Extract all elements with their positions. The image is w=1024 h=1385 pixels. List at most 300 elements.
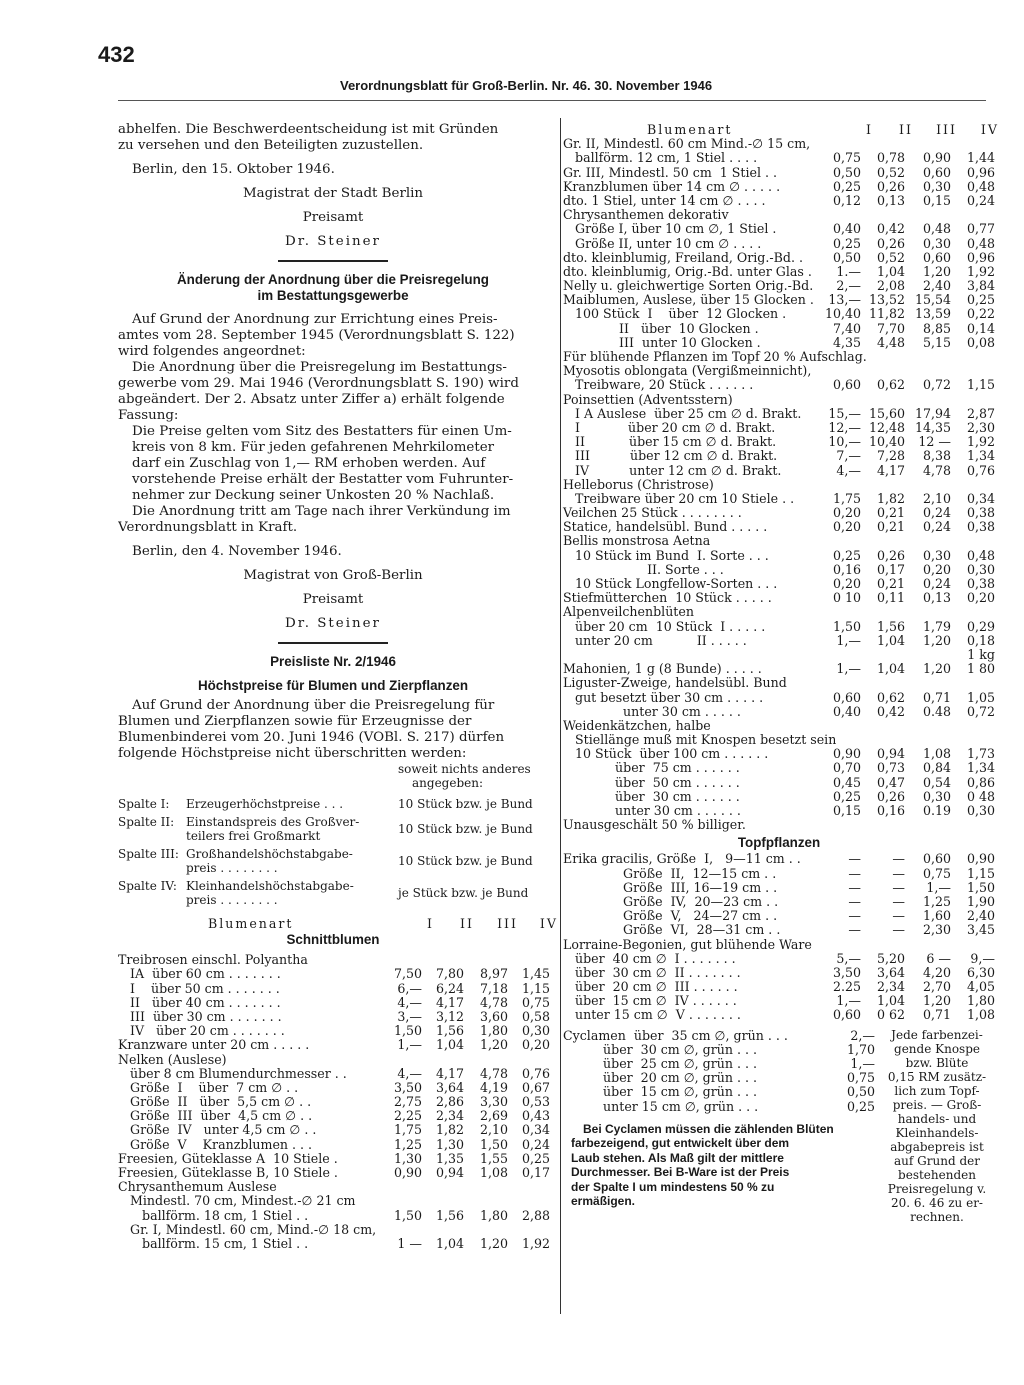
price-cell: 3,50	[393, 1079, 422, 1095]
row-description: Größe IV, 20—23 cm . .	[563, 893, 779, 909]
column-legend-item	[118, 814, 548, 846]
row-description: über 20 cm 10 Stück I . . . . .	[563, 618, 766, 634]
price-cell: 1,90	[966, 893, 995, 909]
price-cell: 4,78	[479, 1065, 508, 1081]
price-cell: 6,24	[435, 980, 464, 996]
row-description: Größe I über 7 cm ∅ . .	[118, 1079, 299, 1095]
price-cell: 0,20	[832, 576, 861, 591]
price-table	[118, 952, 548, 1250]
table-row	[118, 1023, 548, 1037]
price-cell: 0,48	[966, 178, 995, 194]
price-cell: 0 10	[832, 590, 861, 606]
price-cell: 1,50	[393, 1207, 422, 1223]
price-cell: 1,20	[479, 1235, 508, 1251]
price-cell: 0,30	[922, 547, 951, 563]
text-line: amtes vom 28. September 1945 (Verordnungsblatt S. 122)	[118, 328, 515, 343]
table-row	[563, 519, 995, 533]
price-cell: 15,54	[914, 292, 951, 308]
price-cell: 3,—	[397, 1008, 422, 1024]
price-cell: 0,20	[922, 561, 951, 577]
row-description: über 50 cm . . . . . .	[563, 774, 740, 790]
price-cell: 4,48	[876, 334, 905, 350]
price-cell: 1,82	[435, 1122, 464, 1138]
table-row	[563, 420, 995, 434]
price-cell: 0,90	[922, 150, 951, 166]
left-column	[118, 122, 558, 1251]
row-description: Nelly u. gleichwertige Sorten Orig.-Bd.	[563, 278, 814, 294]
price-cell: 1,50	[393, 1023, 422, 1039]
row-description: III über 12 cm ∅ d. Brakt.	[563, 448, 778, 464]
price-cell: 9,—	[970, 950, 995, 966]
row-description: Stiellänge muß mit Knospen besetzt sein	[563, 732, 837, 748]
price-cell: 1,80	[479, 1023, 508, 1039]
price-cell: 2,—	[836, 278, 861, 294]
note-line: Kleinhandels-	[895, 1125, 979, 1140]
price-cell: 1,55	[479, 1150, 508, 1166]
row-description: unter 15 cm ∅, grün . . .	[563, 1098, 759, 1114]
table-row	[563, 775, 995, 789]
date-line: Berlin, den 15. Oktober 1946.	[132, 162, 335, 177]
table-row	[563, 951, 995, 965]
price-cell: 0 62	[876, 1007, 905, 1023]
row-description: Für blühende Pflanzen im Topf 20 % Aufschlag.	[563, 349, 867, 364]
price-cell: 10,40	[868, 434, 905, 450]
price-cell: 0,62	[876, 377, 905, 393]
table-row	[563, 760, 995, 774]
price-cell: 11,82	[868, 306, 905, 322]
column-legend-item	[118, 846, 548, 878]
price-cell: 2,40	[966, 908, 995, 924]
row-description: I A Auslese über 25 cm ∅ d. Brakt.	[563, 405, 802, 421]
note-line: gende Knospe	[894, 1041, 980, 1056]
column-legend-text: teilers frei Großmarkt	[186, 829, 321, 843]
table-row	[563, 463, 995, 477]
price-cell: 0,25	[966, 292, 995, 308]
price-cell: 0,34	[521, 1122, 550, 1138]
price-cell: 15,—	[828, 405, 861, 421]
price-list-intro	[118, 698, 548, 762]
price-cell: 0,71	[922, 689, 951, 705]
price-cell: 0,42	[876, 221, 905, 237]
table-row	[563, 136, 995, 150]
price-cell: —	[892, 879, 905, 895]
table-row	[118, 1080, 548, 1094]
price-cell: 0,15	[832, 803, 861, 818]
price-cell: 0,24	[521, 1136, 550, 1152]
price-cell: 0,08	[966, 334, 995, 350]
row-description: Kranzblumen über 14 cm ∅ . . . . .	[563, 178, 781, 194]
price-cell: 4,—	[397, 1065, 422, 1081]
price-cell: 2,87	[966, 405, 995, 421]
table-header-cell: I	[427, 916, 434, 931]
signature-name: Dr. Steiner	[285, 234, 381, 249]
table-row	[563, 392, 995, 406]
table-row	[563, 179, 995, 193]
price-cell: —	[848, 879, 861, 895]
table-header	[563, 122, 999, 137]
price-cell: 0,96	[966, 164, 995, 180]
row-description: dto. kleinblumig, Freiland, Orig.-Bd. .	[563, 249, 803, 265]
note-line: 20. 6. 46 zu er-	[890, 1195, 983, 1210]
price-cell: 0,21	[876, 576, 905, 591]
price-cell: 1.—	[836, 263, 861, 279]
body-text	[118, 312, 548, 536]
text-line: soweit nichts anderes	[398, 762, 531, 776]
price-cell: 0,11	[876, 590, 905, 606]
potted-plants-table	[563, 851, 995, 1021]
table-header-cell: II	[899, 122, 913, 137]
price-cell: 0,52	[876, 249, 905, 265]
table-row	[563, 377, 995, 391]
column-legend-label: Spalte IV:	[118, 879, 177, 893]
column-legend-text: Großhandelshöchstabgabe-	[186, 847, 353, 861]
price-cell: 1,04	[435, 1235, 464, 1251]
row-description: 10 Stück über 100 cm . . . . . .	[563, 746, 769, 762]
table-row	[563, 803, 995, 817]
row-description: Erika gracilis, Größe I, 9—11 cm . .	[563, 851, 801, 867]
note-line: farbezeigend, gut entwickelt über dem	[571, 1136, 790, 1151]
table-row	[563, 704, 995, 718]
price-cell: 0,20	[832, 519, 861, 535]
price-cell: 0,30	[922, 788, 951, 804]
price-cell: 1,—	[836, 632, 861, 648]
price-cell: 0,58	[521, 1008, 550, 1024]
text-line: Die Anordnung tritt am Tage nach ihrer Verkündung im	[132, 504, 511, 519]
price-cell: 4,20	[922, 964, 951, 980]
section-title: im Bestattungsgewerbe	[257, 288, 409, 303]
row-description: über 8 cm Blumendurchmesser . .	[118, 1065, 347, 1081]
table-row	[118, 995, 548, 1009]
price-cell: 0,26	[876, 788, 905, 804]
price-cell: 0,72	[922, 377, 951, 393]
row-description: Weidenkätzchen, halbe	[563, 717, 711, 733]
price-cell: 2,10	[922, 490, 951, 506]
price-cell: 4,05	[966, 979, 995, 995]
row-description: unter 30 cm . . . . . .	[563, 803, 741, 818]
price-cell: 7,18	[479, 980, 508, 996]
note-line: ermäßigen.	[571, 1194, 636, 1209]
price-cell: 2,30	[966, 419, 995, 435]
header-rule	[118, 100, 986, 101]
price-cell: 1,20	[922, 661, 951, 677]
row-description: 100 Stück I über 12 Glocken .	[563, 306, 787, 322]
price-cell: 0,45	[832, 774, 861, 790]
price-cell: 1,80	[479, 1207, 508, 1223]
price-cell: 1,34	[966, 760, 995, 776]
table-row	[118, 966, 548, 980]
price-cell: 3,64	[876, 964, 905, 980]
price-table	[563, 136, 995, 831]
table-row	[563, 937, 995, 951]
price-cell: 0,48	[966, 547, 995, 563]
price-cell: 0,60	[922, 164, 951, 180]
price-cell: 7,70	[876, 320, 905, 336]
note-line: preis. — Groß-	[892, 1097, 982, 1112]
table-row	[563, 1028, 883, 1042]
note-line: Jede farbenzei-	[891, 1027, 983, 1042]
section-rule	[278, 260, 388, 262]
table-row	[563, 264, 995, 278]
price-cell: 0,38	[966, 576, 995, 591]
price-cell: 0,43	[521, 1108, 550, 1124]
price-cell: 12,—	[828, 419, 861, 435]
price-cell: 0,25	[521, 1150, 550, 1166]
price-cell: 0,72	[966, 703, 995, 719]
table-header-cell: II	[460, 916, 474, 931]
price-cell: 0,60	[832, 377, 861, 393]
price-cell: 3,84	[966, 278, 995, 294]
row-description: Größe II, unter 10 cm ∅ . . . .	[563, 235, 762, 251]
row-description: IV unter 12 cm ∅ d. Brakt.	[563, 462, 782, 478]
row-description: Chrysanthemen dekorativ	[563, 207, 729, 223]
table-row	[563, 548, 995, 562]
table-row	[563, 434, 995, 448]
price-cell: 0,29	[966, 618, 995, 634]
row-description: Größe III, 16—19 cm . .	[563, 879, 778, 895]
price-cell: 0,96	[966, 249, 995, 265]
price-cell: 0,25	[832, 178, 861, 194]
row-description: über 30 cm ∅ II . . . . . . .	[563, 964, 741, 980]
price-cell: 7,28	[876, 448, 905, 464]
text-line: abgeändert. Der 2. Absatz unter Ziffer a) erhält folgende	[118, 392, 505, 407]
text-line: zu versehen und den Beteiligten zuzustellen.	[118, 138, 424, 153]
note-line: Laub stehen. Als Maß gilt der mittlere	[571, 1150, 784, 1165]
price-cell: 0,18	[966, 632, 995, 648]
price-cell: 0,71	[922, 1007, 951, 1023]
table-row	[563, 448, 995, 462]
column-legend-item	[118, 878, 548, 910]
row-description: Statice, handelsübl. Bund . . . . .	[563, 519, 768, 535]
price-cell: 13,59	[914, 306, 951, 322]
price-cell: 0,73	[876, 760, 905, 776]
price-cell: 13,52	[868, 292, 905, 308]
row-description: Mahonien, 1 g (8 Bunde) . . . . .	[563, 661, 762, 677]
price-cell: 0,90	[832, 746, 861, 762]
price-cell: 8,97	[479, 966, 508, 982]
price-cell: 0,30	[966, 561, 995, 577]
price-cell: 0,16	[832, 561, 861, 577]
price-cell: 1,04	[435, 1037, 464, 1053]
text-line: Verordnungsblatt in Kraft.	[118, 520, 298, 535]
price-cell: 0,42	[876, 703, 905, 719]
price-cell: 0,60	[832, 1007, 861, 1023]
price-cell: 1,30	[393, 1150, 422, 1166]
price-cell: 4,78	[479, 994, 508, 1010]
price-cell: 4,78	[922, 462, 951, 478]
price-cell: 1,05	[966, 689, 995, 705]
table-row	[563, 1042, 883, 1056]
row-description: Größe IV unter 4,5 cm ∅ . .	[118, 1122, 317, 1138]
cyclamen-side-note	[879, 1028, 995, 1224]
right-column	[563, 122, 999, 1328]
price-cell: 1,73	[966, 746, 995, 762]
price-cell: 5,20	[876, 950, 905, 966]
price-cell: 2,86	[435, 1094, 464, 1110]
table-header-cell: IV	[539, 916, 558, 931]
price-cell: 0,30	[922, 235, 951, 251]
price-cell: 2,69	[479, 1108, 508, 1124]
signature-name: Dr. Steiner	[285, 616, 381, 631]
price-cell: —	[848, 865, 861, 881]
price-cell: 0,16	[876, 803, 905, 818]
table-row	[563, 851, 995, 865]
row-description: Treibrosen einschl. Polyantha	[118, 952, 308, 968]
price-cell: 0,24	[966, 192, 995, 208]
price-cell: 1,50	[966, 879, 995, 895]
row-description: Myosotis oblongata (Vergißmeinnicht),	[563, 363, 812, 379]
date-line: Berlin, den 4. November 1946.	[132, 544, 342, 559]
running-head: Verordnungsblatt für Groß-Berlin. Nr. 46. 30. November 1946	[340, 78, 713, 93]
price-cell: 1 80	[966, 661, 995, 677]
price-cell: 12 —	[918, 434, 951, 450]
price-cell: 0,50	[846, 1084, 875, 1100]
price-cell: 0,40	[832, 221, 861, 237]
price-cell: 5,—	[836, 950, 861, 966]
text-line: folgende Höchstpreise nicht überschritten werden:	[118, 746, 467, 761]
table-row	[563, 576, 995, 590]
table-row	[118, 1208, 548, 1222]
note-line: bestehenden	[898, 1167, 976, 1182]
table-row	[563, 278, 995, 292]
price-cell: 0,62	[876, 689, 905, 705]
table-row	[118, 1151, 548, 1165]
table-row	[118, 1037, 548, 1051]
table-row	[563, 1070, 883, 1084]
table-row	[563, 661, 995, 675]
price-cell: 0,17	[521, 1165, 550, 1180]
table-header	[118, 916, 558, 931]
row-description: I über 20 cm ∅ d. Brakt.	[563, 419, 776, 435]
price-cell: 0,26	[876, 235, 905, 251]
price-cell: 7,50	[393, 966, 422, 982]
price-cell: 1,30	[435, 1136, 464, 1152]
note-line: bzw. Blüte	[905, 1055, 969, 1070]
column-legend	[118, 796, 548, 910]
column-legend-label: Spalte II:	[118, 815, 175, 829]
column-divider	[560, 118, 561, 1314]
row-description: Freesien, Güteklasse B, 10 Stiele .	[118, 1165, 338, 1180]
row-description: Größe V, 24—27 cm . .	[563, 908, 778, 924]
row-description: Stiefmütterchen 10 Stück . . . . .	[563, 590, 772, 606]
text-line: darf ein Zuschlag von 1,— RM erhoben werden. Auf	[132, 456, 486, 471]
table-row	[563, 817, 995, 831]
price-cell: 4,—	[836, 462, 861, 478]
row-description: Veilchen 25 Stück . . . . . . . .	[563, 505, 742, 521]
price-cell: 1,20	[479, 1037, 508, 1053]
table-row	[563, 477, 995, 491]
table-row	[563, 236, 995, 250]
row-description: Liguster-Zweige, handelsübl. Bund	[563, 675, 787, 691]
row-description: über 15 cm ∅, grün . . .	[563, 1084, 758, 1100]
price-cell: 0,13	[876, 192, 905, 208]
table-row	[563, 789, 995, 803]
price-cell: 3,64	[435, 1079, 464, 1095]
price-cell: 0,48	[922, 221, 951, 237]
column-legend-unit: 10 Stück bzw. je Bund	[398, 822, 533, 836]
row-description: II über 40 cm . . . . . . .	[118, 994, 281, 1010]
table-row	[118, 1165, 548, 1179]
price-cell: 0,26	[876, 178, 905, 194]
table-row	[563, 406, 995, 420]
table-row	[563, 619, 995, 633]
price-cell: 0,77	[966, 221, 995, 237]
price-cell: 0,34	[966, 490, 995, 506]
table-row	[563, 321, 995, 335]
price-cell: 3,50	[832, 964, 861, 980]
price-cell: 0,75	[846, 1070, 875, 1086]
price-cell: 1,04	[876, 263, 905, 279]
table-row	[563, 193, 995, 207]
row-description: IA über 60 cm . . . . . . .	[118, 966, 281, 982]
price-cell: 0,70	[832, 760, 861, 776]
row-description: über 40 cm ∅ I . . . . . . .	[563, 950, 736, 966]
signature-authority: Magistrat der Stadt Berlin	[242, 186, 424, 201]
price-cell: 0,20	[966, 590, 995, 606]
column-legend-label: Spalte III:	[118, 847, 179, 861]
price-cell: 0,25	[832, 788, 861, 804]
price-cell: 4,—	[397, 994, 422, 1010]
price-cell: 1,15	[966, 865, 995, 881]
price-cell: 2,34	[435, 1108, 464, 1124]
price-cell: 1,45	[521, 966, 550, 982]
table-row	[563, 533, 995, 547]
price-cell: 1,50	[479, 1136, 508, 1152]
price-cell: 0,21	[876, 519, 905, 535]
column-legend-item	[118, 796, 548, 814]
price-cell: 1,08	[479, 1165, 508, 1180]
price-cell: 1,75	[832, 490, 861, 506]
table-row	[563, 250, 995, 264]
text-line: Die Anordnung über die Preisregelung im Bestattungs-	[132, 360, 507, 375]
section-title: Änderung der Anordnung über die Preisregelung	[177, 272, 489, 287]
note-line: lich zum Topf-	[894, 1083, 980, 1098]
row-description: dto. 1 Stiel, unter 14 cm ∅ . . . .	[563, 192, 766, 208]
table-row	[563, 150, 995, 164]
price-cell: 0,60	[922, 851, 951, 867]
table-row	[563, 993, 995, 1007]
price-cell: 13,—	[828, 292, 861, 308]
row-description: über 15 cm ∅ IV . . . . . .	[563, 993, 737, 1009]
cyclamen-block	[563, 1028, 995, 1328]
price-cell: 1,20	[922, 632, 951, 648]
price-cell: 4,17	[435, 994, 464, 1010]
row-description: gut besetzt über 30 cm . . . . .	[563, 689, 764, 705]
price-cell: 3,60	[479, 1008, 508, 1024]
column-legend-unit: 10 Stück bzw. je Bund	[398, 797, 533, 811]
price-cell: 1,56	[435, 1023, 464, 1039]
price-cell: 4,19	[479, 1079, 508, 1095]
price-cell: 2,34	[876, 979, 905, 995]
column-legend-unit: 10 Stück bzw. je Bund	[398, 854, 533, 868]
price-cell: 0,26	[876, 547, 905, 563]
price-cell: 1,04	[876, 661, 905, 677]
price-cell: 2,08	[876, 278, 905, 294]
price-cell: 10,40	[824, 306, 861, 322]
price-cell: 0,25	[832, 235, 861, 251]
price-cell: 0,50	[832, 249, 861, 265]
table-row	[563, 207, 995, 221]
table-row	[118, 1222, 548, 1236]
row-description: über 20 cm ∅ III . . . . . .	[563, 979, 738, 995]
note-line: Durchmesser. Bei B-Ware ist der Preis	[571, 1165, 790, 1180]
table-row	[563, 292, 995, 306]
row-description: III unter 10 Glocken .	[563, 334, 761, 350]
price-cell: 1,44	[966, 150, 995, 166]
price-cell: 1,80	[966, 993, 995, 1009]
row-description: Maiblumen, Auslese, über 15 Glocken .	[563, 292, 814, 308]
price-cell: 1 —	[397, 1235, 422, 1251]
row-description: Bellis monstrosa Aetna	[563, 533, 711, 549]
